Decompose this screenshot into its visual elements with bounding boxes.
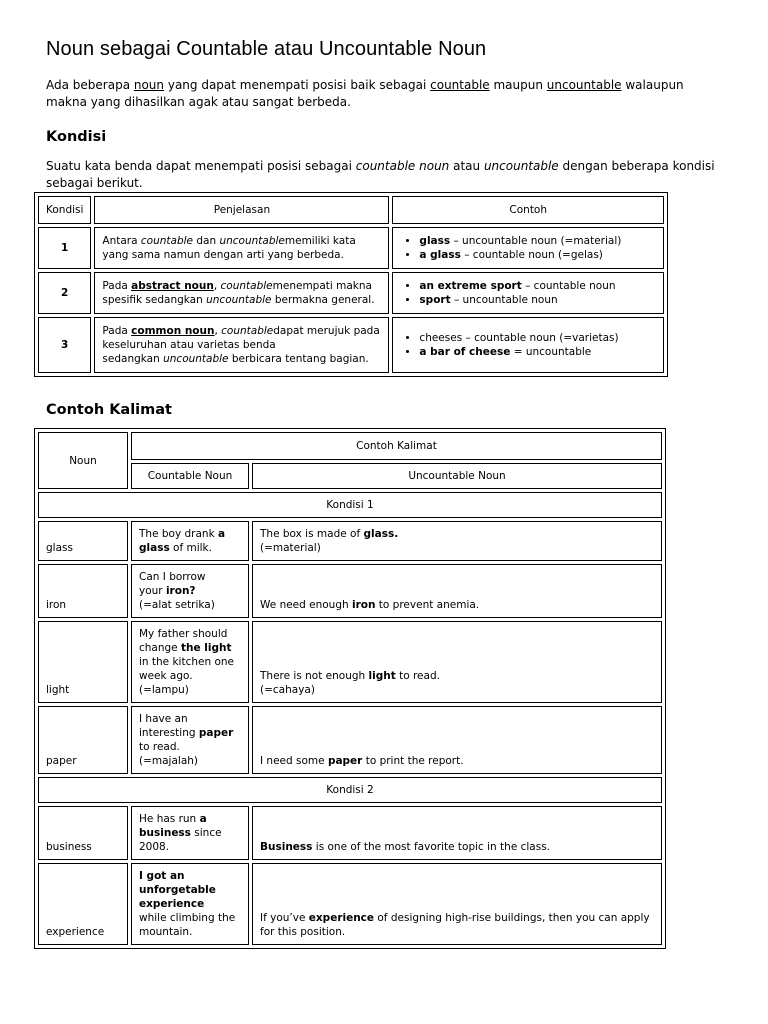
table-row: [38, 863, 662, 945]
list-item: [419, 234, 656, 248]
bold-text: I got an unforgetable experience: [139, 870, 216, 910]
text: ,: [213, 280, 221, 292]
penjelasan-cell: [94, 272, 389, 314]
text: dan: [193, 235, 220, 247]
bold-text: a business: [139, 813, 207, 839]
contoh-kalimat-heading: Contoh Kalimat: [46, 402, 172, 418]
bold-text: glass.: [363, 528, 399, 540]
table-row: [38, 317, 664, 373]
bold-text: experience: [308, 912, 375, 924]
italic-text: uncountable: [206, 294, 272, 306]
table-row: [38, 706, 662, 774]
intro-text: Ada beberapa: [46, 78, 134, 92]
noun-cell: light: [38, 621, 128, 703]
header-row: [38, 432, 662, 460]
text: in the kitchen one week ago.: [139, 656, 235, 682]
list-item: [419, 293, 656, 307]
text: There is not enough: [260, 670, 369, 682]
text: Pada: [102, 280, 132, 292]
text: I need some: [260, 755, 328, 767]
bold-text: a glass: [139, 528, 226, 554]
uncountable-cell: [252, 863, 662, 945]
text: ,: [214, 325, 222, 337]
kondisi-intro-italic: countable noun: [355, 159, 450, 173]
bold-text: sport: [419, 294, 451, 306]
italic-text: countable: [220, 280, 273, 292]
text: (=lampu): [139, 684, 189, 696]
contoh-cell: [392, 272, 664, 314]
text: = uncountable: [510, 346, 592, 358]
penjelasan-cell: [94, 227, 389, 269]
header-countable-noun: Countable Noun: [131, 463, 249, 489]
text: to read.: [139, 741, 180, 753]
italic-text: uncountable: [219, 235, 285, 247]
text: The boy drank: [139, 528, 218, 540]
header-noun: Noun: [38, 432, 128, 489]
text: We need enough: [260, 599, 352, 611]
text: your: [139, 585, 166, 597]
bold-text: a glass: [419, 249, 461, 261]
contoh-list: [400, 279, 656, 307]
uncountable-cell: [252, 521, 662, 561]
kondisi-intro-italic: uncountable: [483, 159, 559, 173]
contoh-list: [400, 234, 656, 262]
text: of milk.: [169, 542, 212, 554]
text: to prevent anemia.: [375, 599, 480, 611]
text: (=cahaya): [260, 684, 315, 696]
text: is one of the most favorite topic in the class.: [312, 841, 551, 853]
text: Can I borrow: [139, 571, 206, 583]
contoh-cell: [392, 317, 664, 373]
section-row: [38, 492, 662, 518]
list-item: [419, 248, 656, 262]
section-kondisi-1: Kondisi 1: [38, 492, 662, 518]
list-item: [419, 331, 656, 345]
kondisi-table: [34, 192, 668, 377]
bold-text: an extreme sport: [419, 280, 522, 292]
kondisi-heading: Kondisi: [46, 129, 107, 145]
text: dapat merujuk pada keseluruhan atau varietas benda: [102, 325, 380, 351]
intro-text: walaupun makna yang dihasilkan agak atau sangat berbeda.: [46, 78, 684, 109]
bold-text: a bar of cheese: [419, 346, 511, 358]
kondisi-intro-text: dengan beberapa kondisi sebagai berikut.: [46, 159, 715, 190]
document-page: [46, 38, 726, 949]
text: – uncountable noun (=material): [450, 235, 622, 247]
bold-text: iron: [352, 599, 376, 611]
contoh-kalimat-table: [34, 428, 666, 949]
penjelasan-cell: [94, 317, 389, 373]
text: to read.: [395, 670, 440, 682]
text: Pada: [102, 325, 132, 337]
bold-text: iron?: [165, 585, 196, 597]
text: memiliki kata yang sama namun dengan arti yang berbeda.: [102, 235, 356, 261]
text: – countable noun: [521, 280, 616, 292]
text: (=material): [260, 542, 321, 554]
table-row: [38, 521, 662, 561]
text: bermakna general.: [271, 294, 375, 306]
bold-text: paper: [198, 727, 234, 739]
noun-cell: paper: [38, 706, 128, 774]
text: My father should change: [139, 628, 228, 654]
text: to print the report.: [362, 755, 464, 767]
countable-cell: [131, 706, 249, 774]
table-row: [38, 564, 662, 618]
kondisi-number: 1: [38, 227, 91, 269]
text: Antara: [102, 235, 141, 247]
noun-cell: iron: [38, 564, 128, 618]
italic-text: countable: [140, 235, 194, 247]
countable-cell: [131, 564, 249, 618]
bold-text: paper: [327, 755, 363, 767]
page-title: Noun sebagai Countable atau Uncountable Noun: [46, 38, 487, 60]
kondisi-table-header-row: [38, 196, 664, 224]
text: (=alat setrika): [139, 599, 215, 611]
intro-underline-countable: countable: [430, 78, 490, 92]
header-contoh-kalimat: Contoh Kalimat: [131, 432, 662, 460]
uncountable-cell: [252, 706, 662, 774]
bold-text: Business: [260, 841, 313, 853]
text: I have an interesting: [139, 713, 199, 739]
italic-text: countable: [221, 325, 274, 337]
kondisi-intro-paragraph: [46, 158, 726, 192]
bold-underline-text: common noun: [131, 325, 215, 337]
bold-underline-text: abstract noun: [131, 280, 214, 292]
kondisi-intro-text: Suatu kata benda dapat menempati posisi sebagai: [46, 159, 356, 173]
section-kondisi-2: Kondisi 2: [38, 777, 662, 803]
text: while climbing the mountain.: [139, 912, 236, 938]
table-row: [38, 272, 664, 314]
header-uncountable-noun: Uncountable Noun: [252, 463, 662, 489]
text: The box is made of: [260, 528, 364, 540]
intro-paragraph: [46, 77, 726, 111]
table-row: [38, 806, 662, 860]
uncountable-cell: [252, 621, 662, 703]
countable-cell: [131, 806, 249, 860]
uncountable-cell: [252, 564, 662, 618]
table-row: [38, 621, 662, 703]
header-row: [38, 463, 662, 489]
list-item: [419, 345, 656, 359]
text: (=majalah): [139, 755, 199, 767]
countable-cell: [131, 621, 249, 703]
noun-cell: business: [38, 806, 128, 860]
text: – countable noun (=gelas): [460, 249, 603, 261]
contoh-cell: [392, 227, 664, 269]
table-row: [38, 227, 664, 269]
header-kondisi: Kondisi: [38, 196, 91, 224]
text: If you’ve: [260, 912, 309, 924]
list-item: [419, 279, 656, 293]
bold-text: the light: [180, 642, 232, 654]
contoh-list: [400, 331, 656, 359]
italic-text: uncountable: [163, 353, 229, 365]
bold-text: light: [368, 670, 396, 682]
kondisi-number: 2: [38, 272, 91, 314]
intro-underline-uncountable: uncountable: [546, 78, 622, 92]
intro-text: maupun: [489, 78, 547, 92]
noun-cell: glass: [38, 521, 128, 561]
kondisi-intro-text: atau: [449, 159, 484, 173]
noun-cell: experience: [38, 863, 128, 945]
uncountable-cell: [252, 806, 662, 860]
text: – uncountable noun: [450, 294, 558, 306]
text: sedangkan: [102, 353, 164, 365]
text: He has run: [139, 813, 200, 825]
section-row: [38, 777, 662, 803]
text: cheeses – countable noun (=varietas): [419, 332, 619, 344]
intro-text: yang dapat menempati posisi baik sebagai: [164, 78, 431, 92]
text: berbicara tentang bagian.: [228, 353, 369, 365]
intro-underline-noun: noun: [133, 78, 165, 92]
text: since 2008.: [139, 827, 222, 853]
bold-text: glass: [419, 235, 451, 247]
countable-cell: [131, 521, 249, 561]
header-penjelasan: Penjelasan: [94, 196, 389, 224]
kondisi-number: 3: [38, 317, 91, 373]
text: menempati makna spesifik sedangkan: [102, 280, 372, 306]
countable-cell: [131, 863, 249, 945]
text: of designing high-rise buildings, then you can apply for this position.: [260, 912, 650, 938]
header-contoh: Contoh: [392, 196, 664, 224]
